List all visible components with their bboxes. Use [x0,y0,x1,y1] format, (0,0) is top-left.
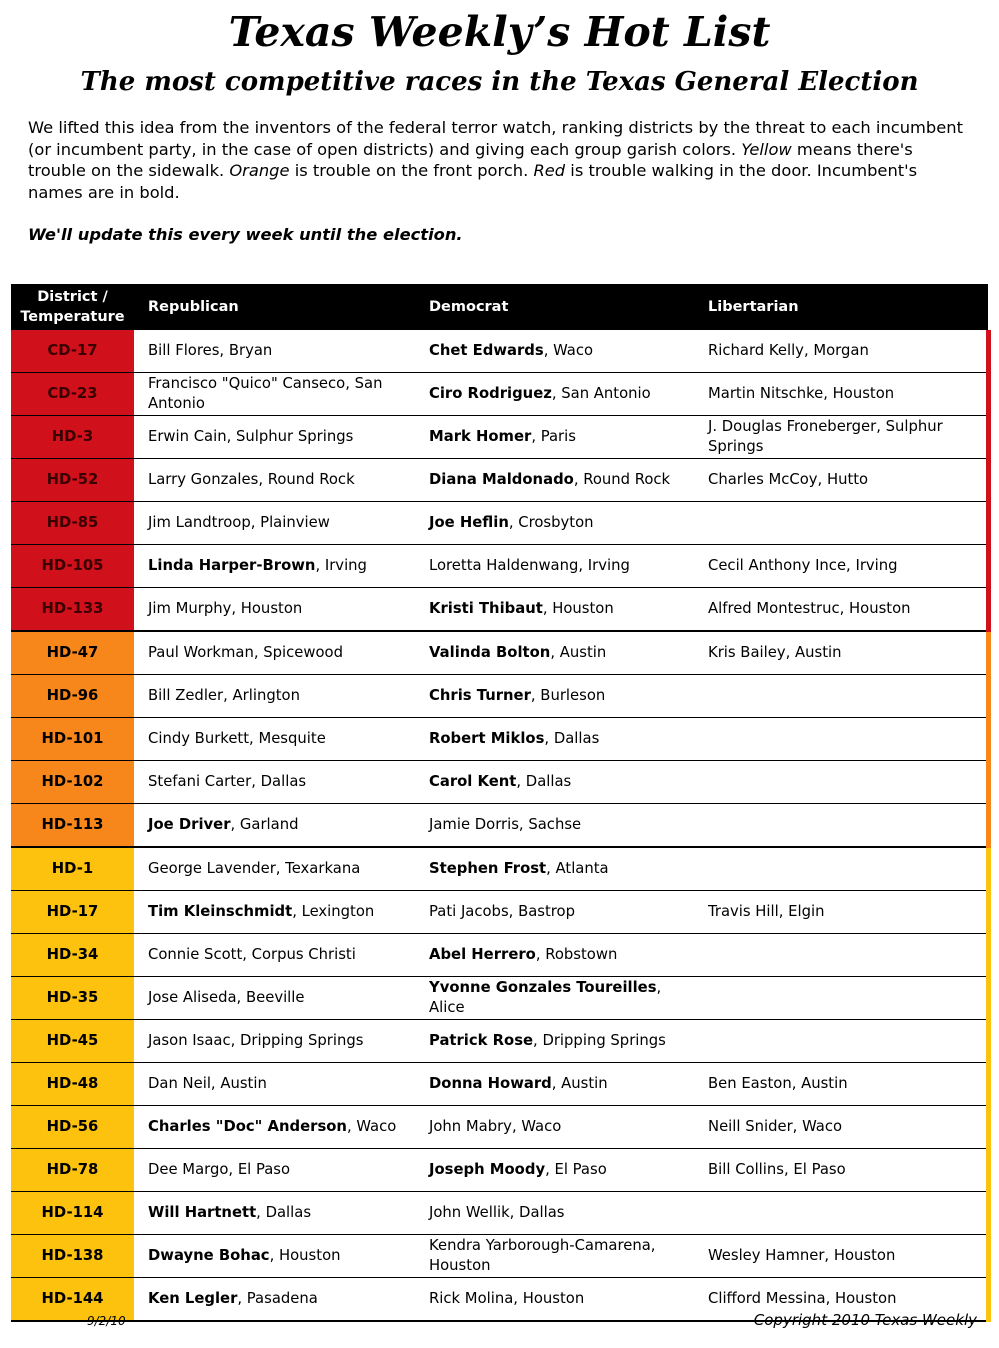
democrat-candidate-cell [415,804,694,848]
libertarian-candidate-cell [694,502,988,545]
republican-candidate-text: Bill Flores, Bryan [148,342,273,359]
republican-candidate-text: Bill Zedler, Arlington [148,687,300,704]
democrat-candidate-text: , Dallas [544,730,600,747]
header-district [11,284,134,330]
district-cell: HD-45 [11,1020,134,1063]
republican-candidate-text: Stefani Carter, Dallas [148,773,307,790]
district-cell: HD-113 [11,804,134,848]
intro-text-2: means there's trouble on the sidewalk. [28,139,913,180]
republican-candidate-text: Cindy Burkett, Mesquite [148,730,326,747]
democrat-candidate-cell [415,675,694,718]
republican-candidate-cell [134,1278,415,1322]
district-cell: HD-56 [11,1106,134,1149]
district-cell: HD-78 [11,1149,134,1192]
republican-candidate-cell [134,416,415,459]
libertarian-candidate-text: Martin Nitschke, Houston [708,385,895,402]
democrat-candidate-text: , Waco [543,342,594,359]
democrat-candidate-cell [415,1020,694,1063]
republican-candidate-text: Erwin Cain, Sulphur Springs [148,428,354,445]
libertarian-candidate-text: Cecil Anthony Ince, Irving [708,557,898,574]
republican-candidate-cell [134,1020,415,1063]
democrat-candidate-text: , Austin [551,1075,608,1092]
democrat-candidate-cell [415,1106,694,1149]
democrat-candidate-cell [415,631,694,675]
republican-candidate-cell [134,459,415,502]
democrat-candidate-text: John Mabry, Waco [429,1118,562,1135]
democrat-candidate-text: Kendra Yarborough-Camarena, Houston [429,1237,656,1274]
democrat-candidate-cell [415,416,694,459]
header-republican: Republican [134,284,415,330]
democrat-candidate-incumbent-name: Kristi Thibaut [429,600,543,617]
intro-yellow-word: Yellow [741,139,792,159]
democrat-candidate-cell [415,373,694,416]
intro-text-1: We lifted this idea from the inventors of the federal terror watch, ranking districts by the threat to each incumbent (or incumbent party, in the case of open districts) and giving each group garish colors. [28,118,963,159]
republican-candidate-cell [134,761,415,804]
district-cell: HD-47 [11,631,134,675]
header-democrat: Democrat [415,284,694,330]
header-libertarian: Libertarian [694,284,988,330]
table-row [11,847,988,891]
republican-candidate-text: Jim Landtroop, Plainview [148,514,330,531]
democrat-candidate-cell [415,545,694,588]
race-rows [11,330,988,1321]
republican-candidate-cell [134,934,415,977]
libertarian-candidate-cell [694,804,988,848]
table-row [11,502,988,545]
democrat-candidate-cell [415,330,694,373]
district-cell: HD-114 [11,1192,134,1235]
democrat-candidate-cell [415,891,694,934]
district-cell: HD-48 [11,1063,134,1106]
republican-candidate-cell [134,891,415,934]
libertarian-candidate-cell [694,1149,988,1192]
democrat-candidate-text: , Robstown [535,946,618,963]
republican-candidate-text: Jim Murphy, Houston [148,600,303,617]
district-cell: HD-102 [11,761,134,804]
district-cell: HD-1 [11,847,134,891]
democrat-candidate-text: Pati Jacobs, Bastrop [429,903,576,920]
democrat-candidate-cell [415,977,694,1020]
libertarian-candidate-cell [694,1235,988,1278]
democrat-candidate-text: , Dallas [516,773,572,790]
table-row [11,1063,988,1106]
libertarian-candidate-cell [694,631,988,675]
table-row [11,416,988,459]
republican-candidate-incumbent-name: Linda Harper-Brown [148,557,316,574]
democrat-candidate-text: Rick Molina, Houston [429,1290,585,1307]
table-row [11,977,988,1020]
table-row [11,1192,988,1235]
libertarian-candidate-text: Bill Collins, El Paso [708,1161,846,1178]
republican-candidate-text: , Irving [315,557,367,574]
libertarian-candidate-cell [694,330,988,373]
district-cell: HD-3 [11,416,134,459]
table-row [11,1106,988,1149]
democrat-candidate-text: , Round Rock [573,471,671,488]
republican-candidate-text: Jason Isaac, Dripping Springs [148,1032,364,1049]
democrat-candidate-cell [415,1235,694,1278]
republican-candidate-cell [134,1235,415,1278]
libertarian-candidate-cell [694,1106,988,1149]
democrat-candidate-cell [415,761,694,804]
libertarian-candidate-cell [694,1192,988,1235]
page-subtitle: The most competitive races in the Texas General Election [80,67,919,97]
republican-candidate-incumbent-name: Dwayne Bohac [148,1247,270,1264]
democrat-candidate-cell [415,459,694,502]
intro-orange-word: Orange [229,161,290,180]
libertarian-candidate-cell [694,761,988,804]
libertarian-candidate-text: Alfred Montestruc, Houston [708,600,911,617]
republican-candidate-text: Dan Neil, Austin [148,1075,267,1092]
democrat-candidate-text: , Burleson [530,687,606,704]
republican-candidate-incumbent-name: Ken Legler [148,1290,238,1307]
libertarian-candidate-text: Clifford Messina, Houston [708,1290,897,1307]
republican-candidate-incumbent-name: Will Hartnett [148,1204,257,1221]
district-cell: CD-17 [11,330,134,373]
republican-candidate-text: Paul Workman, Spicewood [148,644,343,661]
district-cell: HD-133 [11,588,134,632]
district-cell: HD-138 [11,1235,134,1278]
libertarian-candidate-cell [694,1063,988,1106]
democrat-candidate-cell [415,502,694,545]
district-cell: HD-144 [11,1278,134,1322]
update-note: We'll update this every week until the election. [28,225,463,244]
republican-candidate-cell [134,977,415,1020]
republican-candidate-text: Francisco "Quico" Canseco, San Antonio [148,375,383,412]
header-district-line2: Temperature [20,309,125,325]
democrat-candidate-cell [415,1063,694,1106]
republican-candidate-cell [134,631,415,675]
republican-candidate-cell [134,1106,415,1149]
libertarian-candidate-cell [694,977,988,1020]
democrat-candidate-text: , San Antonio [551,385,651,402]
republican-candidate-cell [134,373,415,416]
libertarian-candidate-cell [694,718,988,761]
democrat-candidate-cell [415,718,694,761]
header-district-line1: District / [37,289,108,305]
table-row [11,459,988,502]
democrat-candidate-incumbent-name: Robert Miklos [429,730,545,747]
republican-candidate-text: George Lavender, Texarkana [148,860,361,877]
libertarian-candidate-cell [694,545,988,588]
libertarian-candidate-text: Ben Easton, Austin [708,1075,848,1092]
democrat-candidate-cell [415,1149,694,1192]
libertarian-candidate-cell [694,847,988,891]
table-row [11,891,988,934]
republican-candidate-text: , Houston [269,1247,341,1264]
democrat-candidate-incumbent-name: Abel Herrero [429,946,536,963]
district-cell: HD-52 [11,459,134,502]
district-cell: HD-34 [11,934,134,977]
republican-candidate-cell [134,545,415,588]
table-row [11,1020,988,1063]
republican-candidate-cell [134,1063,415,1106]
democrat-candidate-incumbent-name: Patrick Rose [429,1032,534,1049]
republican-candidate-incumbent-name: Charles "Doc" Anderson [148,1118,347,1135]
democrat-candidate-incumbent-name: Ciro Rodriguez [429,385,552,402]
republican-candidate-text: , Waco [346,1118,397,1135]
democrat-candidate-incumbent-name: Donna Howard [429,1075,552,1092]
libertarian-candidate-cell [694,459,988,502]
table-row [11,804,988,848]
democrat-candidate-text: , Houston [542,600,614,617]
libertarian-candidate-cell [694,934,988,977]
democrat-candidate-incumbent-name: Joe Heflin [429,514,509,531]
republican-candidate-text: Dee Margo, El Paso [148,1161,291,1178]
table-row [11,545,988,588]
district-cell: HD-105 [11,545,134,588]
republican-candidate-cell [134,1192,415,1235]
libertarian-candidate-text: Charles McCoy, Hutto [708,471,869,488]
libertarian-candidate-cell [694,416,988,459]
district-cell: CD-23 [11,373,134,416]
table-row [11,1149,988,1192]
democrat-candidate-text: John Wellik, Dallas [429,1204,565,1221]
hot-list-table [11,284,991,1322]
democrat-candidate-incumbent-name: Chet Edwards [429,342,544,359]
libertarian-candidate-cell [694,588,988,632]
republican-candidate-cell [134,330,415,373]
libertarian-candidate-text: Neill Snider, Waco [708,1118,843,1135]
democrat-candidate-incumbent-name: Yvonne Gonzales Toureilles [429,979,657,996]
democrat-candidate-incumbent-name: Carol Kent [429,773,517,790]
republican-candidate-text: , Dallas [256,1204,312,1221]
democrat-candidate-text: , Alice [429,979,662,1016]
republican-candidate-incumbent-name: Joe Driver [148,816,231,833]
intro-red-word: Red [533,161,566,180]
democrat-candidate-text: , Paris [531,428,576,445]
footer-copyright: Copyright 2010 Texas Weekly [753,1311,977,1329]
democrat-candidate-incumbent-name: Stephen Frost [429,860,547,877]
republican-candidate-incumbent-name: Tim Kleinschmidt [148,903,293,920]
democrat-candidate-text: Loretta Haldenwang, Irving [429,557,630,574]
table-row [11,718,988,761]
democrat-candidate-text: , Dripping Springs [533,1032,666,1049]
republican-candidate-text: Connie Scott, Corpus Christi [148,946,356,963]
page-title: Texas Weekly’s Hot List [228,8,771,56]
table-row [11,934,988,977]
intro-text-4: is trouble walking in the door. Incumbent's names are in bold. [28,161,918,202]
republican-candidate-text: , Lexington [292,903,375,920]
republican-candidate-text: Larry Gonzales, Round Rock [148,471,355,488]
table-row [11,761,988,804]
republican-candidate-cell [134,675,415,718]
libertarian-candidate-cell [694,373,988,416]
intro-paragraph [28,117,973,203]
table-row [11,373,988,416]
democrat-candidate-text: , Austin [550,644,607,661]
democrat-candidate-text: , Atlanta [546,860,609,877]
democrat-candidate-cell [415,1278,694,1322]
libertarian-candidate-cell [694,891,988,934]
democrat-candidate-text: , El Paso [545,1161,607,1178]
democrat-candidate-cell [415,1192,694,1235]
table-row [11,675,988,718]
democrat-candidate-cell [415,847,694,891]
republican-candidate-text: Jose Aliseda, Beeville [148,989,305,1006]
republican-candidate-cell [134,718,415,761]
democrat-candidate-incumbent-name: Chris Turner [429,687,531,704]
intro-text-3: is trouble on the front porch. [289,161,534,180]
table-header-row [11,284,988,330]
table-row [11,330,988,373]
district-cell: HD-101 [11,718,134,761]
table-row [11,588,988,632]
republican-candidate-cell [134,847,415,891]
table-row [11,1235,988,1278]
libertarian-candidate-cell [694,1020,988,1063]
democrat-candidate-incumbent-name: Mark Homer [429,428,532,445]
libertarian-candidate-text: J. Douglas Froneberger, Sulphur Springs [708,418,943,455]
libertarian-candidate-text: Wesley Hamner, Houston [708,1247,896,1264]
republican-candidate-text: , Pasadena [237,1290,318,1307]
democrat-candidate-incumbent-name: Joseph Moody [429,1161,546,1178]
table-row [11,631,988,675]
libertarian-candidate-text: Travis Hill, Elgin [708,903,825,920]
district-cell: HD-96 [11,675,134,718]
democrat-candidate-incumbent-name: Diana Maldonado [429,471,574,488]
democrat-candidate-incumbent-name: Valinda Bolton [429,644,551,661]
democrat-candidate-text: , Crosbyton [508,514,594,531]
republican-candidate-text: , Garland [230,816,299,833]
libertarian-candidate-text: Kris Bailey, Austin [708,644,842,661]
democrat-candidate-cell [415,588,694,632]
republican-candidate-cell [134,1149,415,1192]
libertarian-candidate-text: Richard Kelly, Morgan [708,342,869,359]
democrat-candidate-cell [415,934,694,977]
district-cell: HD-35 [11,977,134,1020]
district-cell: HD-85 [11,502,134,545]
footer-date: 9/2/10 [87,1314,126,1328]
libertarian-candidate-cell [694,675,988,718]
district-cell: HD-17 [11,891,134,934]
democrat-candidate-text: Jamie Dorris, Sachse [429,816,582,833]
republican-candidate-cell [134,502,415,545]
republican-candidate-cell [134,588,415,632]
republican-candidate-cell [134,804,415,848]
